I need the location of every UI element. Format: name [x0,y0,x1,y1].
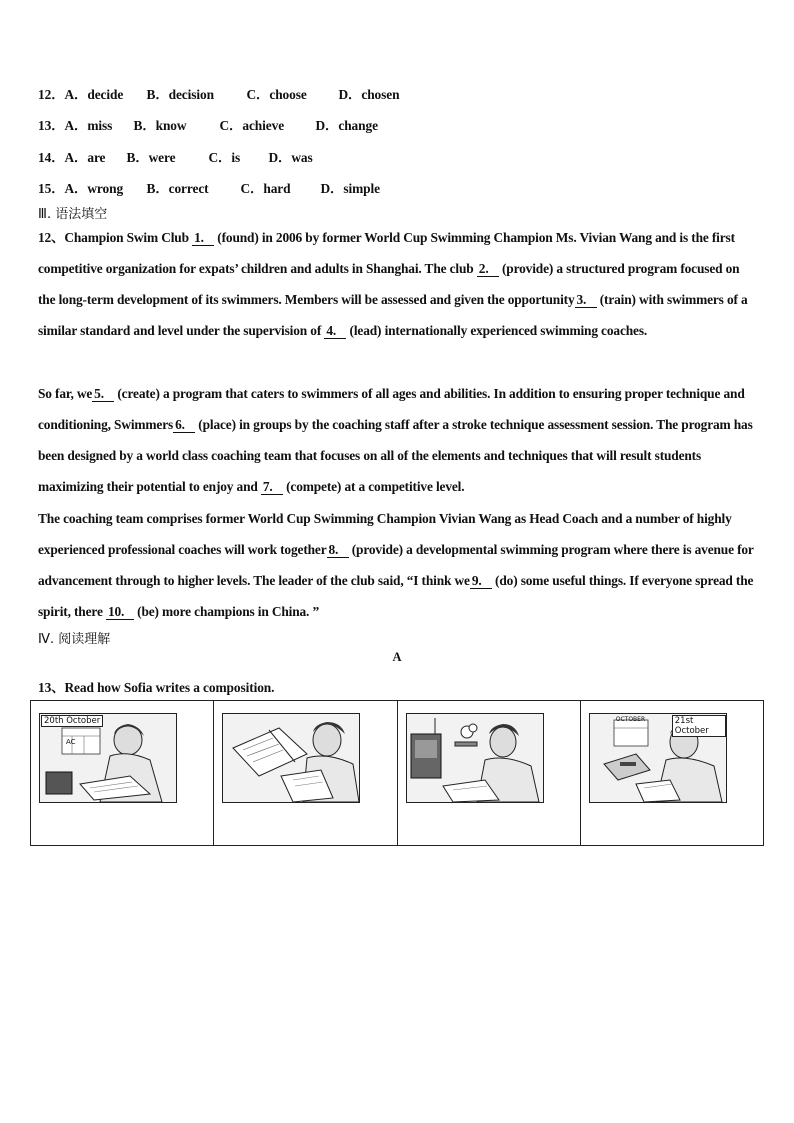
passage-paragraph-2: So far, we 5. (create) a program that caters to swimmers of all ages and abilities. In addition to ensuring proper technique and conditioning, Swimmers 6. (place) in groups by the coaching staff after a stroke technique assessment session. The program has been designed by a world class coaching team that focuses on all of the elements and techniques that will result students maximizing their potential to enjoy and 7. (compete) at a competitive level. [38,386,753,494]
blank-4[interactable]: 4. [324,324,346,339]
picture-cell-4 [580,701,763,846]
calendar-date-label-1: 20th October [41,715,103,727]
blank-8[interactable]: 8. [327,543,349,558]
picture-cell-1 [31,701,214,846]
blank-2[interactable]: 2. [477,262,499,277]
blank-7[interactable]: 7. [261,480,283,495]
passage-paragraph-1: 12、Champion Swim Club 1. (found) in 2006 by former World Cup Swimming Champion Ms. Vivian Wang and is the first competitive organization for expats’ children and adults in Shanghai. The club 2. (provide) a structured program focused on the long-term development of its swimmers. Members will be assessed and given the opportunity 3. (train) with swimmers of a similar standard and level under the supervision of 4. (lead) internationally experienced swimming coaches. [38,230,748,338]
reading-part-label: A [392,650,402,664]
question-13-prompt: 13、Read how Sofia writes a composition. [38,680,275,695]
blank-3[interactable]: 3. [575,293,597,308]
picture-sofia-thinking [39,713,177,803]
calendar-date-label-4: 21st October [672,715,726,737]
passage-paragraph-3: The coaching team comprises former World Cup Swimming Champion Vivian Wang as Head Coach and a number of highly experienced professional coaches will work together 8. (provide) a developmental swimming program where there is avenue for advancement through to higher levels. The leader of the club said, “I think we 9. (do) some useful things. If everyone spread the spirit, there 10. (be) more champions in China. ” [38,511,754,619]
blank-9[interactable]: 9. [470,574,492,589]
picture-sofia-writing [406,713,544,803]
blank-6[interactable]: 6. [173,418,195,433]
picture-cell-3 [397,701,580,846]
choice-row-15: 15．A．wrong B．correct C．hard D．simple [38,181,380,196]
calendar-text-4: OCTOBER [615,716,646,723]
section-title-reading: Ⅳ. 阅读理解 [38,632,111,647]
section-title-grammar: Ⅲ. 语法填空 [38,207,108,222]
blank-10[interactable]: 10. [106,605,134,620]
picture-sofia-reading [222,713,360,803]
blank-1[interactable]: 1. [192,231,214,246]
picture-cell-2 [214,701,397,846]
blank-5[interactable]: 5. [92,387,114,402]
choice-row-12: 12．A．decide B．decision C．choose D．chosen [38,87,400,102]
picture-sequence [30,700,764,846]
picture-sofia-finished [589,713,727,803]
choice-row-14: 14．A．are B．were C．is D．was [38,150,313,165]
choice-row-13: 13．A．miss B．know C．achieve D．change [38,118,378,133]
calendar-text-1: AC [66,738,76,746]
